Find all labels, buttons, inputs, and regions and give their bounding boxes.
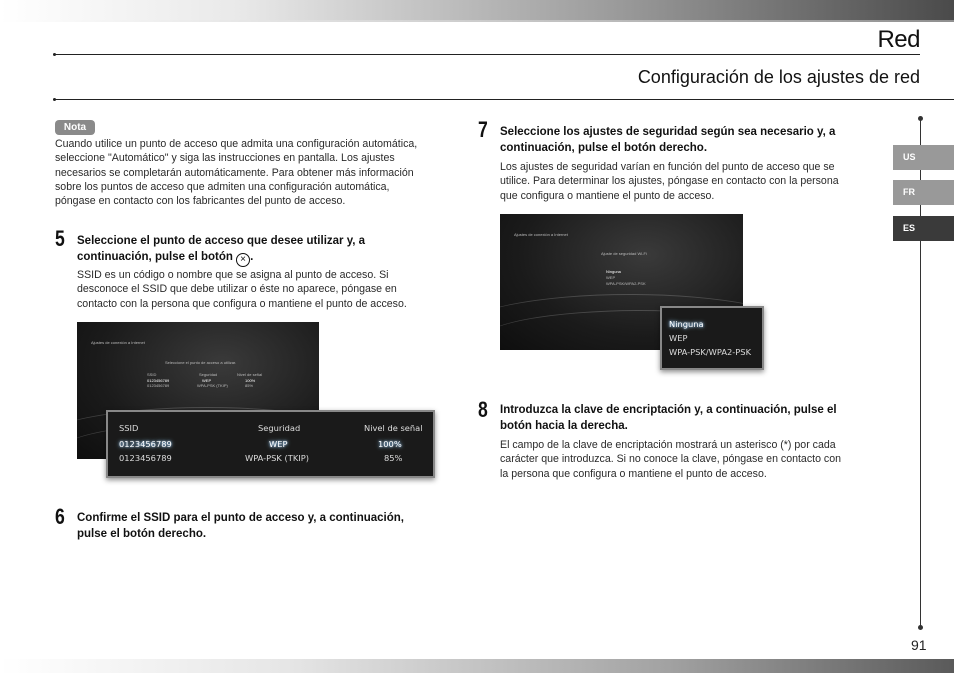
note-line: póngase en contacto con los fabricantes del punto de acceso. bbox=[55, 195, 346, 208]
security-cell[interactable]: WEP bbox=[269, 439, 288, 449]
lang-tab-es[interactable]: ES bbox=[893, 216, 954, 241]
security-cell[interactable]: WPA-PSK (TKIP) bbox=[245, 453, 309, 463]
screen-title: Ajustes de conexión a Internet bbox=[91, 340, 145, 345]
step-heading-line: pulse el botón derecho. bbox=[77, 528, 207, 540]
section-title: Red bbox=[877, 26, 920, 53]
mini-header: SSID bbox=[147, 372, 157, 377]
step-body bbox=[500, 438, 890, 481]
margin-rule-dot bbox=[918, 625, 923, 630]
body-line: la persona que configura o mantiene el punto de acceso. bbox=[500, 467, 767, 480]
mini-cell: 0123456789 bbox=[147, 378, 170, 383]
page-number: 91 bbox=[911, 637, 927, 653]
body-line: El campo de la clave de encriptación mostrará un asterisco (*) por cada bbox=[500, 439, 836, 451]
step-heading-line: Seleccione los ajustes de seguridad según sea necesario y, a bbox=[500, 126, 836, 138]
margin-rule-dot bbox=[918, 116, 923, 121]
step-heading bbox=[77, 510, 457, 542]
note-line: seleccione "Automático" y siga las instrucciones en pantalla. Los ajustes bbox=[55, 152, 395, 165]
access-point-popup bbox=[106, 410, 435, 478]
mini-option: Ninguna bbox=[606, 269, 621, 274]
mini-header: Nivel de señal bbox=[237, 372, 263, 377]
signal-cell[interactable]: 100% bbox=[378, 439, 402, 449]
step-number: 5 bbox=[55, 226, 65, 251]
top-gradient-line bbox=[0, 20, 954, 22]
step-heading-line: Confirme el SSID para el punto de acceso y, a continuación, bbox=[77, 512, 404, 524]
body-line: utilice. Para determinar los ajustes, póngase en contacto con la persona bbox=[500, 175, 839, 188]
screen-prompt: Seleccione el punto de acceso a utilizar. bbox=[165, 360, 237, 365]
security-option[interactable]: Ninguna bbox=[669, 319, 704, 329]
mini-cell: 0123456789 bbox=[147, 383, 170, 388]
step-heading-line: botón hacia la derecha. bbox=[500, 420, 628, 432]
signal-cell[interactable]: 85% bbox=[384, 453, 403, 463]
mini-option: WEP bbox=[606, 275, 616, 280]
step-number: 8 bbox=[478, 397, 488, 422]
step-body bbox=[77, 268, 457, 311]
security-option[interactable]: WPA-PSK/WPA2-PSK bbox=[669, 347, 752, 357]
note-line: sobre los puntos de acceso que admiten una configuración automática, bbox=[55, 180, 390, 193]
step-heading-line: Seleccione el punto de acceso que desee utilizar y, a bbox=[77, 235, 366, 247]
body-line: Los ajustes de seguridad varían en función del punto de acceso que se bbox=[500, 161, 835, 173]
heading-period: . bbox=[250, 251, 254, 263]
step-number: 7 bbox=[478, 117, 488, 142]
mini-header: Seguridad bbox=[199, 372, 218, 377]
step-heading bbox=[500, 402, 890, 434]
bottom-gradient-bar bbox=[0, 659, 954, 673]
column-header-signal: Nivel de señal bbox=[364, 423, 423, 433]
mini-cell: 85% bbox=[245, 383, 254, 388]
column-header-security: Seguridad bbox=[258, 423, 301, 433]
note-line: necesarios se completarán automáticamente. Para obtener más información bbox=[55, 166, 414, 179]
note-line: Cuando utilice un punto de acceso que admita una configuración automática, bbox=[55, 138, 418, 150]
ssid-cell[interactable]: 0123456789 bbox=[119, 453, 172, 463]
mini-cell: WEP bbox=[202, 378, 212, 383]
step-heading bbox=[77, 233, 457, 267]
body-line: contacto con la persona que configura o mantiene el punto de acceso. bbox=[77, 297, 407, 310]
body-line: que configura o mantiene el punto de acceso. bbox=[500, 189, 715, 202]
cross-button-icon: × bbox=[236, 253, 250, 267]
step-heading bbox=[500, 124, 890, 156]
security-option[interactable]: WEP bbox=[669, 333, 688, 343]
step-heading-text: continuación, pulse el botón bbox=[77, 251, 233, 263]
step-heading-line: continuación, pulse el botón derecho. bbox=[500, 142, 708, 154]
subsection-title: Configuración de los ajustes de red bbox=[637, 67, 920, 87]
step-number: 6 bbox=[55, 504, 65, 529]
ssid-cell[interactable]: 0123456789 bbox=[119, 439, 172, 449]
column-header-ssid: SSID bbox=[119, 423, 139, 433]
subheader-rule bbox=[55, 99, 954, 100]
body-line: desconoce el SSID que debe utilizar o éste no aparece, póngase en bbox=[77, 283, 397, 296]
lang-tab-fr[interactable]: FR bbox=[893, 180, 954, 205]
step-heading-line: Introduzca la clave de encriptación y, a continuación, pulse el bbox=[500, 404, 837, 416]
note-text bbox=[55, 137, 455, 208]
mini-cell: 100% bbox=[245, 378, 256, 383]
screen-prompt: Ajuste de seguridad Wi-Fi bbox=[601, 251, 647, 256]
top-gradient-bar bbox=[0, 0, 954, 20]
step-body bbox=[500, 160, 890, 203]
lang-tab-us[interactable]: US bbox=[893, 145, 954, 170]
mini-option: WPA-PSK/WPA2-PSK bbox=[606, 281, 646, 286]
screen-title: Ajustes de conexión a Internet bbox=[514, 232, 568, 237]
body-line: SSID es un código o nombre que se asigna al punto de acceso. Si bbox=[77, 269, 389, 281]
header-rule bbox=[55, 54, 920, 55]
note-badge: Nota bbox=[55, 120, 95, 135]
mini-cell: WPA-PSK (TKIP) bbox=[197, 383, 228, 388]
step-heading-line bbox=[77, 249, 457, 267]
body-line: carácter que introduzca. Si no conoce la clave, póngase en contacto con bbox=[500, 453, 841, 466]
security-options-popup bbox=[660, 306, 764, 370]
